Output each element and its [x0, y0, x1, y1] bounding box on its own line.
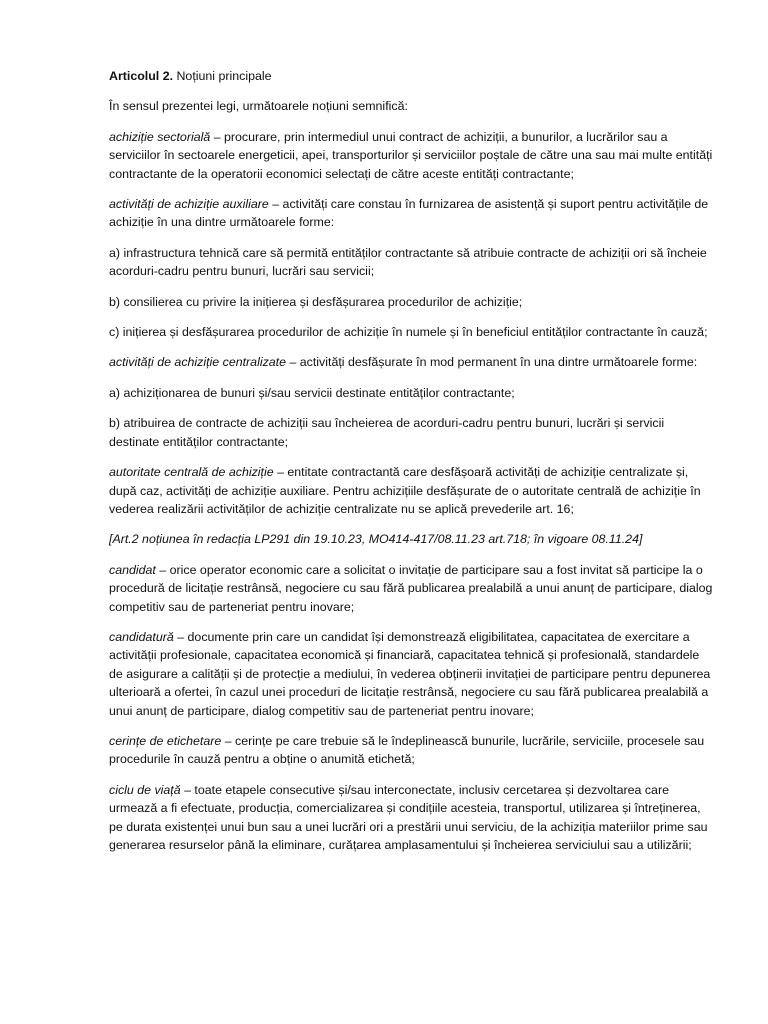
list-item: b) atribuirea de contracte de achiziții sau încheierea de acorduri-cadru pentru bunuri, lucrări și servicii destinate entităților contractante; [109, 416, 665, 449]
document-body [109, 67, 713, 866]
article-heading [109, 67, 713, 85]
definition-term: activități de achiziție centralizate [109, 355, 286, 370]
definition-paragraph [109, 128, 713, 183]
definition-term: candidatură [109, 629, 174, 644]
definition-term: achiziție sectorială [109, 129, 211, 144]
definition-term: cerințe de etichetare [109, 733, 222, 748]
definition-term: candidat [109, 562, 156, 577]
definition-text: – activități desfășurate în mod permanent în una dintre următoarele forme: [286, 355, 698, 370]
list-item: b) consilierea cu privire la inițierea și desfășurarea procedurilor de achiziție; [109, 294, 523, 309]
definition-paragraph [109, 732, 713, 769]
amendment-note: [Art.2 noțiunea în redacția LP291 din 19.10.23, MO414-417/08.11.23 art.718; în vigoare 08.11.24] [109, 532, 643, 547]
definition-text: – procurare, prin intermediul unui contract de achiziții, a bunurilor, a lucrărilor sau a serviciilor în sectoarele energeticii, apei, transporturilor și serviciilor poștale de către una sau mai multe entități contractante de la operatorii economici selectați de către aceste entități contractante; [109, 129, 713, 181]
list-item: a) achiziționarea de bunuri și/sau servicii destinate entităților contractante; [109, 385, 515, 400]
definition-paragraph [109, 561, 713, 616]
definition-text: – entitate contractantă care desfășoară activități de achiziție centralizate și, după caz, activități de achiziție auxiliare. Pentru achizițiile desfășurate de o autoritate centrală de achiziție în vederea realizării activităților de achiziție centralizate nu se aplică prevederile art. 16; [109, 465, 701, 516]
definition-paragraph [109, 195, 713, 232]
definition-term: ciclu de viață [109, 782, 181, 797]
definition-paragraph [109, 628, 713, 720]
definition-text: – activități care constau în furnizarea de asistență și suport pentru activitățile de achiziție în una dintre următoarele forme: [109, 197, 709, 230]
list-item: c) inițierea și desfășurarea procedurilor de achiziție în numele și în beneficiul entităților contractante în cauză; [109, 325, 708, 340]
definition-text: – toate etapele consecutive și/sau interconectate, inclusiv cercetarea și dezvoltarea care urmează a fi efectuate, producția, comercializarea și condițiile acesteia, transportul, utilizarea și întreținerea, pe durata existenței unui bun sau a unei lucrări ori a prestării unui serviciu, de la achiziția materiilor prime sau generarea resurselor până la eliminare, curățarea amplasamentului și încheierea serviciului sau a utilizării; [109, 782, 708, 852]
definition-term: activități de achiziție auxiliare [109, 197, 269, 212]
definition-text: – documente prin care un candidat își demonstrează eligibilitatea, capacitatea de exercitare a activității profesionale, capacitatea economică și financiară, capacitatea tehnică și profesională, standardele de asigurare a calității și de protecție a mediului, în vederea obținerii invitației de participare pentru depunerea ulterioară a ofertei, în cazul unei proceduri de licitație restrânsă, negociere cu sau fără publicarea prealabilă a unui anunț de participare, dialog competitiv sau de parteneriat pentru inovare; [109, 629, 711, 718]
definition-paragraph [109, 781, 713, 855]
definition-term: autoritate centrală de achiziție [109, 465, 274, 480]
article-title: Noțiuni principale [173, 69, 272, 83]
definition-paragraph [109, 463, 713, 518]
article-number: Articolul 2. [109, 69, 174, 83]
definition-text: – cerințe pe care trebuie să le îndeplinească bunurile, lucrările, serviciile, procesele sau procedurile în cauză pentru a obține o anumită etichetă; [109, 733, 705, 767]
intro-paragraph: În sensul prezentei legi, următoarele noțiuni semnifică: [109, 99, 408, 114]
definition-paragraph [109, 353, 713, 371]
list-item: a) infrastructura tehnică care să permită entităților contractante să atribuie contracte de achiziții ori să încheie acorduri-cadru pentru bunuri, lucrări sau servicii; [109, 245, 707, 279]
definition-text: – orice operator economic care a solicitat o invitație de participare sau a fost invitat să participe la o procedură de licitație restrânsă, negociere cu sau fără publicarea prealabilă a unui anunț de participare, dialog competitiv sau de parteneriat pentru inovare; [109, 562, 713, 614]
